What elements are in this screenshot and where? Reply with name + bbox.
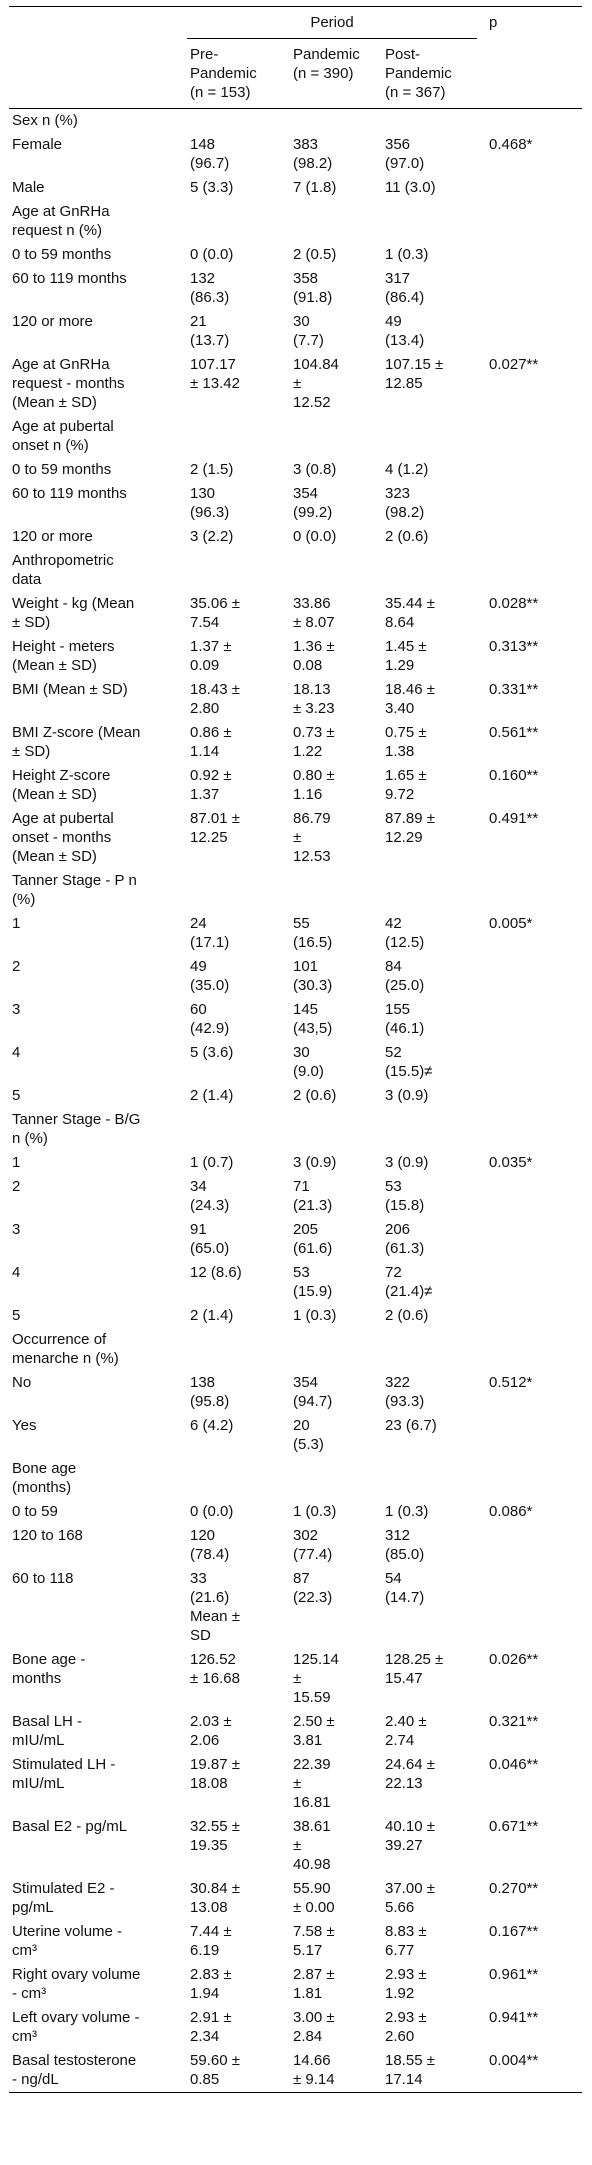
cell-pandemic <box>290 1108 382 1151</box>
row-label: Tanner Stage - B/G n (%) <box>12 1111 141 1147</box>
cell-pre-pandemic: 91 (65.0) <box>190 1221 230 1257</box>
cell-pre-pandemic: 32.55 ± 19.35 <box>190 1818 240 1854</box>
table-row <box>9 267 582 310</box>
cell-p-value <box>486 549 582 592</box>
cell-post-pandemic: 323 (98.2) <box>385 485 425 521</box>
row-label: Height - meters (Mean ± SD) <box>12 638 115 674</box>
row-label: Bone age - months <box>12 1651 86 1687</box>
table-row <box>9 1261 582 1304</box>
cell-pandemic: 3 (0.8) <box>293 461 337 478</box>
table-row <box>9 955 582 998</box>
cell-pandemic: 22.39 ± 16.81 <box>293 1756 331 1811</box>
col-header-post-pandemic: Post- Pandemic (n = 367) <box>382 45 486 109</box>
table-row <box>9 243 582 267</box>
cell-p-value: 0.468* <box>489 136 533 153</box>
row-label: Left ovary volume - cm³ <box>12 2009 140 2045</box>
cell-p-value: 0.046** <box>489 1756 539 1773</box>
cell-post-pandemic <box>382 1457 486 1500</box>
table-row <box>9 1524 582 1567</box>
table-row <box>9 1710 582 1753</box>
row-label: Anthropometric data <box>12 552 114 588</box>
cell-pre-pandemic: 18.43 ± 2.80 <box>190 681 240 717</box>
cell-pandemic: 55 (16.5) <box>293 915 333 951</box>
row-label: 1 <box>12 1154 21 1171</box>
table-row <box>9 1877 582 1920</box>
cell-pandemic: 18.13 ± 3.23 <box>293 681 335 717</box>
cell-pandemic: 30 (9.0) <box>293 1044 324 1080</box>
cell-post-pandemic <box>382 549 486 592</box>
cell-post-pandemic: 3 (0.9) <box>385 1087 429 1104</box>
cell-pre-pandemic: 2 (1.4) <box>190 1087 234 1104</box>
cell-pre-pandemic: 1.37 ± 0.09 <box>190 638 232 674</box>
table-row <box>9 2049 582 2093</box>
row-label: 2 <box>12 958 21 975</box>
cell-p-value <box>486 1304 582 1328</box>
table-row <box>9 869 582 912</box>
cell-pre-pandemic: 2.03 ± 2.06 <box>190 1713 232 1749</box>
cell-pandemic: 3 (0.9) <box>293 1154 337 1171</box>
cell-post-pandemic: 84 (25.0) <box>385 958 425 994</box>
row-label: 3 <box>12 1001 21 1018</box>
cell-post-pandemic: 37.00 ± 5.66 <box>385 1880 435 1916</box>
cell-post-pandemic: 11 (3.0) <box>385 179 436 196</box>
cell-pandemic <box>290 415 382 458</box>
row-label: 60 to 118 <box>12 1570 74 1587</box>
table-row <box>9 1041 582 1084</box>
cell-pre-pandemic: 138 (95.8) <box>190 1374 230 1410</box>
table-row <box>9 525 582 549</box>
cell-post-pandemic: 1.65 ± 9.72 <box>385 767 427 803</box>
cell-post-pandemic: 317 (86.4) <box>385 270 425 306</box>
cell-pre-pandemic: 21 (13.7) <box>190 313 230 349</box>
cell-post-pandemic: 1 (0.3) <box>385 246 429 263</box>
row-label: 120 or more <box>12 313 93 330</box>
table-row <box>9 1108 582 1151</box>
cell-pre-pandemic: 33 (21.6) Mean ± SD <box>190 1570 240 1644</box>
row-label: Height Z-score (Mean ± SD) <box>12 767 111 803</box>
col-header-pandemic: Pandemic (n = 390) <box>290 45 382 109</box>
cell-pandemic: 7.58 ± 5.17 <box>293 1923 335 1959</box>
cell-pre-pandemic: 3 (2.2) <box>190 528 234 545</box>
row-label: No <box>12 1374 32 1391</box>
cell-p-value <box>486 200 582 243</box>
cell-pandemic: 71 (21.3) <box>293 1178 333 1214</box>
cell-post-pandemic: 1.45 ± 1.29 <box>385 638 427 674</box>
table-row <box>9 1218 582 1261</box>
table-row <box>9 1567 582 1648</box>
cell-pandemic <box>290 200 382 243</box>
cell-pandemic: 38.61 ± 40.98 <box>293 1818 331 1873</box>
cell-pandemic: 302 (77.4) <box>293 1527 333 1563</box>
table-row <box>9 200 582 243</box>
row-label: Basal E2 - pg/mL <box>12 1818 128 1835</box>
cell-pandemic <box>290 549 382 592</box>
row-label: 1 <box>12 915 21 932</box>
cell-pre-pandemic: 49 (35.0) <box>190 958 230 994</box>
cell-pandemic: 0.73 ± 1.22 <box>293 724 335 760</box>
cell-p-value: 0.321** <box>489 1713 539 1730</box>
row-label: Bone age (months) <box>12 1460 77 1496</box>
cell-pandemic: 2.87 ± 1.81 <box>293 1966 335 2002</box>
cell-post-pandemic: 49 (13.4) <box>385 313 425 349</box>
cell-p-value: 0.028** <box>489 595 539 612</box>
cell-p-value <box>486 869 582 912</box>
table-row <box>9 1500 582 1524</box>
header-row-columns <box>9 45 582 109</box>
cell-p-value <box>486 1328 582 1371</box>
cell-p-value <box>486 1108 582 1151</box>
cell-pandemic <box>290 869 382 912</box>
cell-post-pandemic: 54 (14.7) <box>385 1570 425 1606</box>
cell-pandemic: 358 (91.8) <box>293 270 333 306</box>
row-label: Age at pubertal onset n (%) <box>12 418 114 454</box>
row-label: BMI (Mean ± SD) <box>12 681 128 698</box>
cell-pre-pandemic: 0 (0.0) <box>190 246 234 263</box>
period-header <box>187 7 486 46</box>
cell-pre-pandemic <box>187 200 290 243</box>
cell-p-value <box>486 955 582 998</box>
cell-pre-pandemic: 107.17 ± 13.42 <box>190 356 240 392</box>
cell-pandemic <box>290 1328 382 1371</box>
table-row <box>9 764 582 807</box>
row-label: 120 to 168 <box>12 1527 83 1544</box>
cell-post-pandemic: 72 (21.4)≠ <box>385 1264 433 1300</box>
cell-post-pandemic: 35.44 ± 8.64 <box>385 595 435 631</box>
table-row <box>9 807 582 869</box>
cell-pandemic: 86.79 ± 12.53 <box>293 810 331 865</box>
cell-p-value <box>486 176 582 200</box>
cell-pre-pandemic: 120 (78.4) <box>190 1527 230 1563</box>
table-row <box>9 721 582 764</box>
cell-p-value <box>486 310 582 353</box>
cell-p-value: 0.005* <box>489 915 533 932</box>
header-blank-3 <box>486 45 582 109</box>
cell-post-pandemic: 2 (0.6) <box>385 528 429 545</box>
row-label: Sex n (%) <box>12 112 78 129</box>
cell-pre-pandemic: 2 (1.4) <box>190 1307 234 1324</box>
header-blank-2 <box>9 45 187 109</box>
cell-pandemic: 1 (0.3) <box>293 1503 337 1520</box>
table-row <box>9 678 582 721</box>
row-label: Basal LH - mIU/mL <box>12 1713 83 1749</box>
cell-pandemic: 104.84 ± 12.52 <box>293 356 339 411</box>
table-row <box>9 998 582 1041</box>
cell-pre-pandemic: 34 (24.3) <box>190 1178 230 1214</box>
row-label: 120 or more <box>12 528 93 545</box>
period-label: Period <box>187 13 477 39</box>
cell-p-value <box>486 458 582 482</box>
cell-post-pandemic: 52 (15.5)≠ <box>385 1044 433 1080</box>
cell-pandemic: 0 (0.0) <box>293 528 337 545</box>
p-header: p <box>486 7 582 46</box>
cell-p-value: 0.167** <box>489 1923 539 1940</box>
row-label: Right ovary volume - cm³ <box>12 1966 141 2002</box>
cell-pandemic: 354 (94.7) <box>293 1374 333 1410</box>
cell-post-pandemic <box>382 109 486 134</box>
cell-pandemic <box>290 1457 382 1500</box>
cell-p-value <box>486 1524 582 1567</box>
cell-pandemic: 205 (61.6) <box>293 1221 333 1257</box>
cell-p-value: 0.671** <box>489 1818 539 1835</box>
cell-pandemic: 14.66 ± 9.14 <box>290 2049 382 2093</box>
cell-pre-pandemic: 1 (0.7) <box>190 1154 234 1171</box>
cell-post-pandemic: 23 (6.7) <box>385 1417 437 1434</box>
cell-post-pandemic: 356 (97.0) <box>385 136 425 172</box>
table-row <box>9 1920 582 1963</box>
cell-post-pandemic: 53 (15.8) <box>385 1178 425 1214</box>
cell-pandemic: 0.80 ± 1.16 <box>293 767 335 803</box>
table-row <box>9 415 582 458</box>
table-row <box>9 1328 582 1371</box>
table-row <box>9 549 582 592</box>
cell-post-pandemic: 3 (0.9) <box>385 1154 429 1171</box>
cell-pre-pandemic: 87.01 ± 12.25 <box>190 810 240 846</box>
cell-pandemic: 3.00 ± 2.84 <box>293 2009 335 2045</box>
row-label: Age at GnRHa request n (%) <box>12 203 110 239</box>
row-label: Occurrence of menarche n (%) <box>12 1331 119 1367</box>
cell-post-pandemic: 206 (61.3) <box>385 1221 425 1257</box>
cell-p-value: 0.961** <box>489 1966 539 1983</box>
cell-post-pandemic: 322 (93.3) <box>385 1374 425 1410</box>
cell-pandemic: 55.90 ± 0.00 <box>293 1880 335 1916</box>
cell-post-pandemic <box>382 200 486 243</box>
cell-p-value: 0.512* <box>489 1374 533 1391</box>
cell-pre-pandemic: 7.44 ± 6.19 <box>190 1923 232 1959</box>
table-row <box>9 1414 582 1457</box>
cell-p-value <box>486 1041 582 1084</box>
cell-post-pandemic: 107.15 ± 12.85 <box>385 356 444 392</box>
cell-p-value: 0.561** <box>489 724 539 741</box>
table-row <box>9 176 582 200</box>
row-label: BMI Z-score (Mean ± SD) <box>12 724 141 760</box>
row-label: Basal testosterone - ng/dL <box>9 2049 187 2093</box>
cell-pre-pandemic: 59.60 ± 0.85 <box>187 2049 290 2093</box>
cell-p-value <box>486 415 582 458</box>
cell-p-value: 0.035* <box>489 1154 533 1171</box>
cell-pre-pandemic: 0.86 ± 1.14 <box>190 724 232 760</box>
results-table <box>9 6 582 2093</box>
table-row <box>9 1304 582 1328</box>
cell-post-pandemic <box>382 869 486 912</box>
cell-p-value: 0.491** <box>489 810 539 827</box>
table-row <box>9 1648 582 1710</box>
cell-pre-pandemic: 0 (0.0) <box>190 1503 234 1520</box>
cell-pre-pandemic <box>187 1457 290 1500</box>
cell-post-pandemic <box>382 1328 486 1371</box>
cell-pre-pandemic: 60 (42.9) <box>190 1001 230 1037</box>
row-label: Yes <box>12 1417 37 1434</box>
cell-pre-pandemic: 5 (3.6) <box>190 1044 234 1061</box>
cell-pre-pandemic: 30.84 ± 13.08 <box>190 1880 240 1916</box>
cell-p-value <box>486 109 582 134</box>
row-label: Stimulated E2 - pg/mL <box>12 1880 115 1916</box>
cell-post-pandemic: 4 (1.2) <box>385 461 429 478</box>
cell-post-pandemic <box>382 415 486 458</box>
header-blank <box>9 7 187 46</box>
cell-pandemic: 87 (22.3) <box>293 1570 333 1606</box>
table-row <box>9 458 582 482</box>
cell-post-pandemic: 155 (46.1) <box>385 1001 425 1037</box>
cell-pre-pandemic: 19.87 ± 18.08 <box>190 1756 240 1792</box>
cell-p-value <box>486 998 582 1041</box>
cell-p-value <box>486 482 582 525</box>
row-label: Uterine volume - cm³ <box>12 1923 123 1959</box>
row-label: 5 <box>12 1307 21 1324</box>
table-row <box>9 1084 582 1108</box>
header-row-period <box>9 7 582 46</box>
cell-pandemic: 20 (5.3) <box>293 1417 324 1453</box>
cell-pandemic: 101 (30.3) <box>293 958 333 994</box>
cell-p-value <box>486 1175 582 1218</box>
cell-pandemic <box>290 109 382 134</box>
table-row <box>9 592 582 635</box>
cell-pandemic: 2 (0.6) <box>293 1087 337 1104</box>
cell-post-pandemic: 18.46 ± 3.40 <box>385 681 435 717</box>
row-label: 2 <box>12 1178 21 1195</box>
row-label: 3 <box>12 1221 21 1238</box>
cell-post-pandemic: 1 (0.3) <box>385 1503 429 1520</box>
cell-pandemic: 30 (7.7) <box>293 313 324 349</box>
row-label: 60 to 119 months <box>12 270 127 287</box>
cell-pre-pandemic: 130 (96.3) <box>190 485 230 521</box>
cell-pre-pandemic: 2 (1.5) <box>190 461 234 478</box>
cell-pandemic: 1.36 ± 0.08 <box>293 638 335 674</box>
cell-pre-pandemic: 6 (4.2) <box>190 1417 234 1434</box>
col-header-pre-pandemic: Pre- Pandemic (n = 153) <box>187 45 290 109</box>
table-row <box>9 1963 582 2006</box>
row-label: 60 to 119 months <box>12 485 127 502</box>
table-row <box>9 912 582 955</box>
cell-pre-pandemic <box>187 1108 290 1151</box>
cell-pre-pandemic: 24 (17.1) <box>190 915 230 951</box>
cell-post-pandemic: 2.93 ± 2.60 <box>385 2009 427 2045</box>
table-row <box>9 482 582 525</box>
cell-post-pandemic: 18.55 ± 17.14 <box>382 2049 486 2093</box>
cell-p-value <box>486 1084 582 1108</box>
cell-p-value: 0.086* <box>489 1503 533 1520</box>
cell-pre-pandemic: 5 (3.3) <box>190 179 234 196</box>
cell-pre-pandemic <box>187 549 290 592</box>
row-label: Stimulated LH - mIU/mL <box>12 1756 116 1792</box>
cell-pre-pandemic: 148 (96.7) <box>190 136 230 172</box>
row-label: Female <box>12 136 63 153</box>
table-row <box>9 1457 582 1500</box>
cell-pandemic: 7 (1.8) <box>293 179 337 196</box>
table-row <box>9 2006 582 2049</box>
cell-pandemic: 33.86 ± 8.07 <box>293 595 335 631</box>
table-row <box>9 109 582 134</box>
cell-pre-pandemic <box>187 109 290 134</box>
cell-p-value <box>486 1218 582 1261</box>
cell-post-pandemic: 128.25 ± 15.47 <box>385 1651 444 1687</box>
cell-post-pandemic: 8.83 ± 6.77 <box>385 1923 427 1959</box>
cell-pandemic: 383 (98.2) <box>293 136 333 172</box>
cell-post-pandemic: 2.40 ± 2.74 <box>385 1713 427 1749</box>
cell-pre-pandemic <box>187 1328 290 1371</box>
cell-p-value <box>486 1261 582 1304</box>
cell-p-value <box>486 1414 582 1457</box>
cell-pandemic: 354 (99.2) <box>293 485 333 521</box>
table-row <box>9 310 582 353</box>
row-label: 0 to 59 months <box>12 246 112 263</box>
table-row <box>9 635 582 678</box>
cell-post-pandemic: 0.75 ± 1.38 <box>385 724 427 760</box>
row-label: Tanner Stage - P n (%) <box>12 872 137 908</box>
cell-post-pandemic <box>382 1108 486 1151</box>
cell-pandemic: 53 (15.9) <box>293 1264 333 1300</box>
cell-pandemic: 2.50 ± 3.81 <box>293 1713 335 1749</box>
cell-p-value: 0.331** <box>489 681 539 698</box>
row-label: 0 to 59 months <box>12 461 112 478</box>
cell-pre-pandemic <box>187 415 290 458</box>
cell-pre-pandemic: 2.83 ± 1.94 <box>190 1966 232 2002</box>
cell-p-value <box>486 1567 582 1648</box>
row-label: 4 <box>12 1264 21 1281</box>
cell-post-pandemic: 24.64 ± 22.13 <box>385 1756 435 1792</box>
table-row <box>9 1815 582 1877</box>
table-row <box>9 1371 582 1414</box>
cell-pre-pandemic: 126.52 ± 16.68 <box>190 1651 240 1687</box>
row-label: Age at GnRHa request - months (Mean ± SD) <box>12 356 125 411</box>
cell-post-pandemic: 87.89 ± 12.29 <box>385 810 435 846</box>
cell-pre-pandemic: 2.91 ± 2.34 <box>190 2009 232 2045</box>
cell-p-value: 0.941** <box>489 2009 539 2026</box>
cell-pandemic: 1 (0.3) <box>293 1307 337 1324</box>
row-label: Male <box>12 179 45 196</box>
cell-post-pandemic: 2 (0.6) <box>385 1307 429 1324</box>
cell-post-pandemic: 42 (12.5) <box>385 915 425 951</box>
row-label: 0 to 59 <box>12 1503 58 1520</box>
cell-pre-pandemic: 12 (8.6) <box>190 1264 242 1281</box>
cell-p-value <box>486 525 582 549</box>
table-row <box>9 1753 582 1815</box>
cell-post-pandemic: 40.10 ± 39.27 <box>385 1818 435 1854</box>
cell-pandemic: 2 (0.5) <box>293 246 337 263</box>
row-label: Weight - kg (Mean ± SD) <box>12 595 135 631</box>
cell-p-value: 0.026** <box>489 1651 539 1668</box>
cell-p-value: 0.160** <box>489 767 539 784</box>
cell-post-pandemic: 312 (85.0) <box>385 1527 425 1563</box>
cell-p-value: 0.027** <box>489 356 539 373</box>
row-label: 4 <box>12 1044 21 1061</box>
row-label: 5 <box>12 1087 21 1104</box>
table-row <box>9 1175 582 1218</box>
table-row <box>9 133 582 176</box>
row-label: Age at pubertal onset - months (Mean ± SD) <box>12 810 114 865</box>
cell-p-value: 0.270** <box>489 1880 539 1897</box>
cell-pre-pandemic: 35.06 ± 7.54 <box>190 595 240 631</box>
cell-p-value <box>486 1457 582 1500</box>
table-row <box>9 1151 582 1175</box>
cell-p-value <box>486 267 582 310</box>
table-row <box>9 353 582 415</box>
cell-pre-pandemic: 132 (86.3) <box>190 270 230 306</box>
cell-pre-pandemic: 0.92 ± 1.37 <box>190 767 232 803</box>
cell-pandemic: 125.14 ± 15.59 <box>293 1651 339 1706</box>
cell-post-pandemic: 2.93 ± 1.92 <box>385 1966 427 2002</box>
cell-p-value: 0.313** <box>489 638 539 655</box>
cell-p-value: 0.004** <box>486 2049 582 2093</box>
cell-pre-pandemic <box>187 869 290 912</box>
cell-pandemic: 145 (43,5) <box>293 1001 333 1037</box>
cell-p-value <box>486 243 582 267</box>
